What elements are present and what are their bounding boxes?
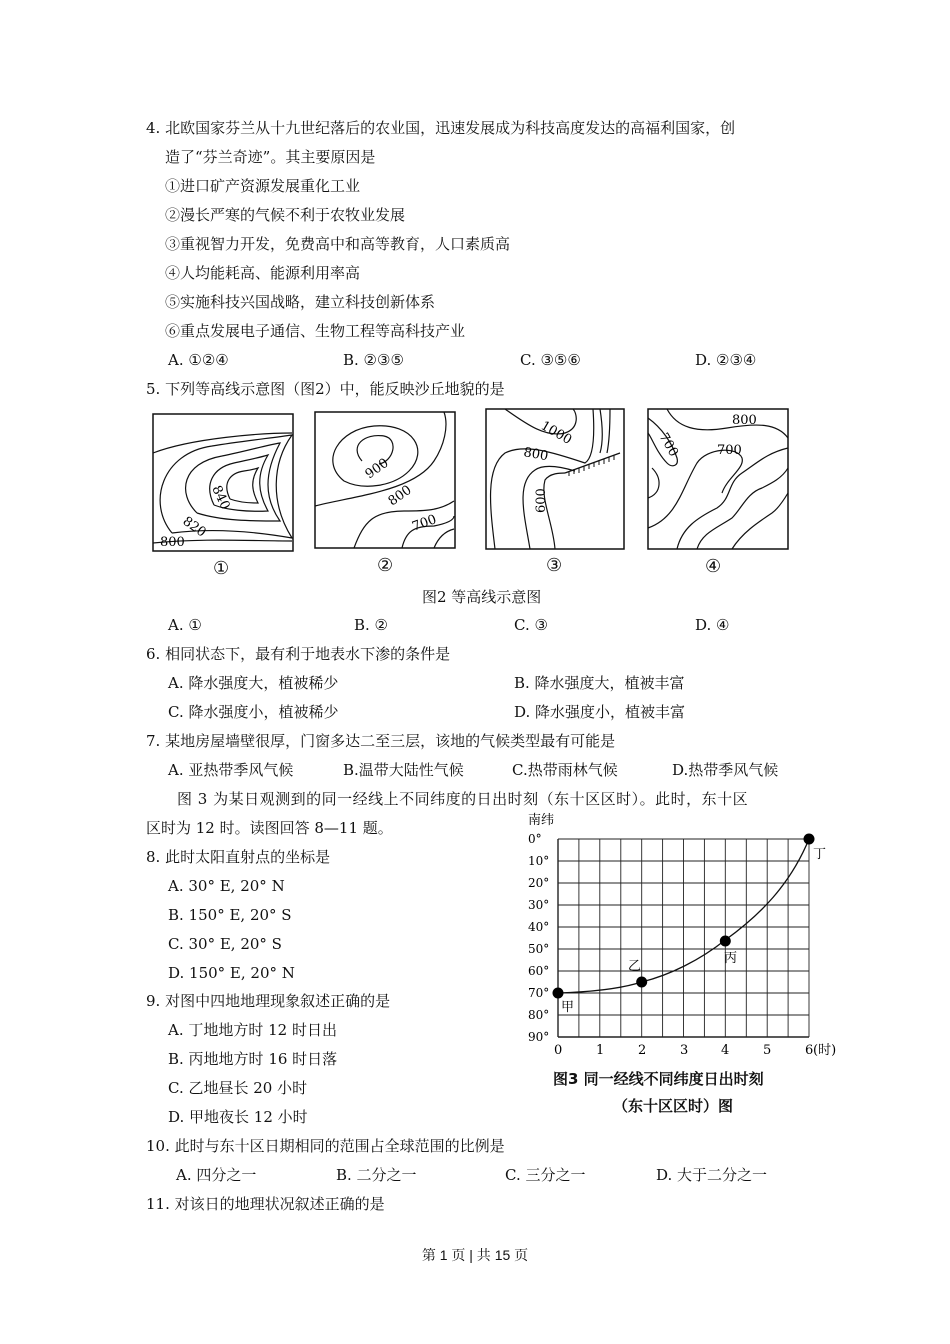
chart-y-ticks xyxy=(528,832,549,1044)
panel-label-4: ④ xyxy=(705,556,722,577)
svg-text:20°: 20° xyxy=(528,876,550,890)
q10-option-c[interactable]: C. 三分之一 xyxy=(505,1166,586,1184)
q4-item-2: ②漫长严寒的气候不利于农牧业发展 xyxy=(165,206,406,224)
svg-text:40°: 40° xyxy=(528,920,550,934)
contour-label: 800 xyxy=(385,482,415,510)
figure-2-caption: 图2 等高线示意图 xyxy=(422,588,542,606)
svg-text:5: 5 xyxy=(763,1043,772,1058)
svg-text:1: 1 xyxy=(596,1043,605,1058)
contour-label: 900 xyxy=(362,455,392,483)
contour-map-panel-4 xyxy=(647,408,789,550)
intro-line2: 区时为 12 时。读图回答 8—11 题。 xyxy=(146,819,393,837)
q4-item-4: ④人均能耗高、能源利用率高 xyxy=(165,264,361,282)
q5-option-a[interactable]: A. ① xyxy=(168,616,202,634)
q5-option-b[interactable]: B. ② xyxy=(354,616,389,634)
q4-item-5: ⑤实施科技兴国战略，建立科技创新体系 xyxy=(165,293,436,311)
q4-option-a[interactable]: A. ①②④ xyxy=(168,351,229,369)
q4-item-3: ③重视智力开发，免费高中和高等教育，人口素质高 xyxy=(165,235,511,253)
q6-option-b[interactable]: B. 降水强度大，植被丰富 xyxy=(514,674,685,692)
contour-label: 820 xyxy=(179,513,209,541)
svg-text:10°: 10° xyxy=(528,854,550,868)
svg-text:0°: 0° xyxy=(528,832,542,846)
q8-option-a[interactable]: A. 30° E, 20° N xyxy=(168,877,285,895)
q4-option-c[interactable]: C. ③⑤⑥ xyxy=(520,351,581,369)
svg-text:70°: 70° xyxy=(528,986,550,1000)
svg-text:0: 0 xyxy=(554,1043,563,1058)
contour-label: 800 xyxy=(522,445,550,465)
svg-text:90°: 90° xyxy=(528,1030,550,1044)
contour-map-panel-3 xyxy=(485,408,625,550)
q11-stem: 11. 对该日的地理状况叙述正确的是 xyxy=(146,1195,385,1213)
q8-option-c[interactable]: C. 30° E, 20° S xyxy=(168,935,282,953)
q10-stem: 10. 此时与东十区日期相同的范围占全球范围的比例是 xyxy=(146,1137,505,1155)
q8-option-b[interactable]: B. 150° E, 20° S xyxy=(168,906,292,924)
chart-xlabel: (时) xyxy=(813,1043,837,1058)
q9-option-c[interactable]: C. 乙地昼长 20 小时 xyxy=(168,1079,308,1097)
q4-option-b[interactable]: B. ②③⑤ xyxy=(343,351,404,369)
contour-label: 840 xyxy=(208,483,233,513)
contour-label: 700 xyxy=(717,443,742,458)
q4-stem-line2: 造了“芬兰奇迹”。其主要原因是 xyxy=(165,148,376,166)
point-ding xyxy=(804,834,815,845)
q4-stem-line1: 4. 北欧国家芬兰从十九世纪落后的农业国，迅速发展成为科技高度发达的高福利国家，创 xyxy=(146,119,736,137)
panel-label-2: ② xyxy=(377,555,394,576)
q7-option-c[interactable]: C.热带雨林气候 xyxy=(512,761,618,779)
svg-text:50°: 50° xyxy=(528,942,550,956)
q5-stem: 5. 下列等高线示意图（图2）中，能反映沙丘地貌的是 xyxy=(146,380,505,398)
svg-text:80°: 80° xyxy=(528,1008,550,1022)
intro-line1: 图 3 为某日观测到的同一经线上不同纬度的日出时刻（东十区区时）。此时，东十区 xyxy=(177,790,749,808)
q7-option-d[interactable]: D.热带季风气候 xyxy=(672,761,779,779)
contour-label: 600 xyxy=(534,488,549,513)
point-bing xyxy=(720,936,731,947)
panel-label-3: ③ xyxy=(546,555,563,576)
svg-text:6: 6 xyxy=(805,1043,814,1058)
chart-x-ticks xyxy=(554,1043,836,1058)
svg-text:60°: 60° xyxy=(528,964,550,978)
contour-label: 800 xyxy=(732,413,757,428)
sunrise-time-chart xyxy=(520,810,850,1060)
q9-option-d[interactable]: D. 甲地夜长 12 小时 xyxy=(168,1108,308,1126)
svg-text:2: 2 xyxy=(638,1043,647,1058)
q4-option-d[interactable]: D. ②③④ xyxy=(695,351,757,369)
figure-3-caption-line1: 图3 同一经线不同纬度日出时刻 xyxy=(553,1070,764,1088)
q7-option-a[interactable]: A. 亚热带季风气候 xyxy=(168,761,294,779)
q4-item-1: ①进口矿产资源发展重化工业 xyxy=(165,177,361,195)
q6-option-a[interactable]: A. 降水强度大，植被稀少 xyxy=(168,674,339,692)
q9-stem: 9. 对图中四地地理现象叙述正确的是 xyxy=(146,992,391,1010)
contour-label: 700 xyxy=(410,512,439,535)
q5-option-c[interactable]: C. ③ xyxy=(514,616,548,634)
q10-option-d[interactable]: D. 大于二分之一 xyxy=(656,1166,768,1184)
chart-grid xyxy=(558,839,809,1037)
point-jia xyxy=(553,988,564,999)
q5-option-d[interactable]: D. ④ xyxy=(695,616,730,634)
q7-option-b[interactable]: B.温带大陆性气候 xyxy=(343,761,464,779)
point-label-yi: 乙 xyxy=(628,959,642,974)
contour-map-panel-2 xyxy=(314,411,456,551)
svg-text:30°: 30° xyxy=(528,898,550,912)
figure-3-caption-line2: （东十区区时）图 xyxy=(613,1097,734,1115)
q6-stem: 6. 相同状态下，最有利于地表水下渗的条件是 xyxy=(146,645,451,663)
contour-label: 800 xyxy=(160,535,185,550)
q7-stem: 7. 某地房屋墙壁很厚，门窗多达二至三层，该地的气候类型最有可能是 xyxy=(146,732,616,750)
contour-label: 1000 xyxy=(538,418,575,449)
q9-option-a[interactable]: A. 丁地地方时 12 时日出 xyxy=(168,1021,337,1039)
q10-option-b[interactable]: B. 二分之一 xyxy=(336,1166,417,1184)
svg-text:3: 3 xyxy=(680,1043,689,1058)
q8-stem: 8. 此时太阳直射点的坐标是 xyxy=(146,848,331,866)
q6-option-c[interactable]: C. 降水强度小，植被稀少 xyxy=(168,703,339,721)
svg-text:4: 4 xyxy=(721,1043,730,1058)
panel-label-1: ① xyxy=(213,558,230,579)
q9-option-b[interactable]: B. 丙地地方时 16 时日落 xyxy=(168,1050,338,1068)
q10-option-a[interactable]: A. 四分之一 xyxy=(176,1166,257,1184)
q4-item-6: ⑥重点发展电子通信、生物工程等高科技产业 xyxy=(165,322,466,340)
point-label-ding: 丁 xyxy=(813,847,827,862)
point-label-bing: 丙 xyxy=(724,951,738,966)
chart-ylabel: 南纬 xyxy=(528,813,555,828)
q6-option-d[interactable]: D. 降水强度小，植被丰富 xyxy=(514,703,686,721)
page-footer: 第 1 页 | 共 15 页 xyxy=(421,1247,529,1263)
q8-option-d[interactable]: D. 150° E, 20° N xyxy=(168,964,295,982)
contour-label: 700 xyxy=(655,430,681,460)
point-yi xyxy=(636,977,647,988)
point-label-jia: 甲 xyxy=(561,1000,575,1015)
contour-map-panel-1 xyxy=(152,413,294,553)
